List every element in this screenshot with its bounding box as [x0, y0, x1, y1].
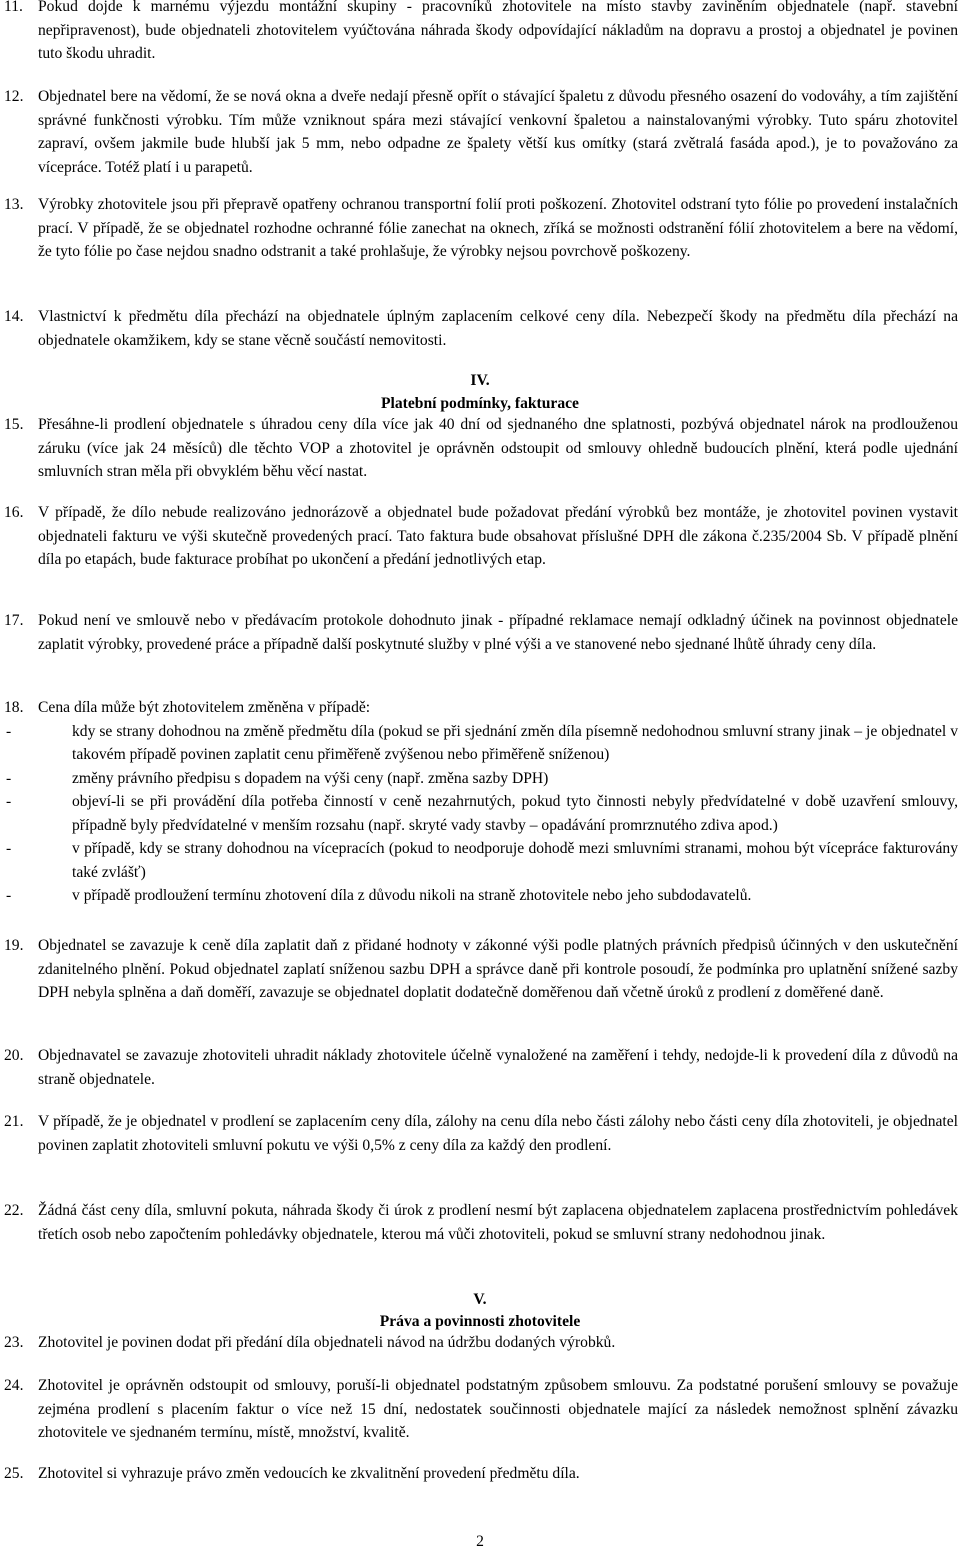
clause-text: Zhotovitel je oprávněn odstoupit od smlouvy, poruší-li objednatel podstatným způsobem smlouvu. Za podstatné porušení smlouvy se považuje zejména prodlení s placením faktur o více než 15 dní, nedostatek součinnosti objednatele mající za následek nemožnost splnění závazku zhotovitele ve sjednaném termínu, místě, množství, kvalitě.	[38, 1377, 958, 1441]
clause-text: Zhotovitel je povinen dodat při předání díla objednateli návod na údržbu dodaných výrobků.	[38, 1334, 616, 1351]
list-item	[6, 790, 958, 837]
clause-15	[0, 413, 958, 484]
clause-number: 13.	[4, 196, 24, 213]
section-v-title: Práva a povinnosti zhotovitele	[379, 1313, 581, 1330]
clause-number: 15.	[4, 416, 24, 433]
clause-number: 18.	[4, 699, 24, 716]
section-iv-roman: IV.	[470, 372, 490, 389]
clause-18	[0, 696, 958, 908]
clause-text: V případě, že dílo nebude realizováno jednorázově a objednatel bude požadovat předání výrobků bez montáže, je zhotovitel povinen vystavit objednateli fakturu ve výši skutečně provedených prací. Tato faktura bude obsahovat příslušné DPH dle zákona č.235/2004 Sb. V případě plnění díla po etapách, bude fakturace probíhat po ukončení a předání jednotlivých etap.	[38, 504, 958, 568]
clause-21	[0, 1110, 958, 1157]
page-number: 2	[476, 1533, 484, 1550]
clause-16	[0, 501, 958, 572]
clause-text: Přesáhne-li prodlení objednatele s úhradou ceny díla více jak 40 dní od sjednaného dne splatnosti, pozbývá objednatel nárok na prodlouženou záruku (více jak 24 měsíců) dle těchto VOP a zhotovitel je oprávněn odstoupit od smlouvy ohledně budoucích plnění, která podle ujednání smluvních stran měla při obvyklém běhu věcí nastat.	[38, 416, 958, 480]
clause-13	[0, 193, 958, 264]
clause-number: 17.	[4, 612, 24, 629]
section-v-roman: V.	[473, 1291, 487, 1308]
clause-12	[0, 85, 958, 179]
clause-text: Objednatel se zavazuje k ceně díla zaplatit daň z přidané hodnoty v zákonné výši podle platných právních předpisů účinných v den uskutečnění zdanitelného plnění. Pokud objednatel zaplatí sníženou sazbu DPH a správce daně při kontrole posoudí, že podmínka pro uplatnění snížené sazby DPH nebyla splněna a daň doměří, zavazuje se objednatel doplatit dodatečně doměřenou daň včetně úroků z prodlení z doměřené daně.	[38, 937, 958, 1001]
clause-number: 16.	[4, 504, 24, 521]
list-dash: -	[6, 769, 12, 787]
clause-text: Žádná část ceny díla, smluvní pokuta, náhrada škody či úrok z prodlení nesmí být zaplacena objednatelem zaplacena prostřednictvím pohledávek třetích osob nebo započtením pohledávky objednatele, kterou má vůči zhotoviteli, pokud se smluvní strany nedohodnou jinak.	[38, 1202, 958, 1243]
clause-text: Pokud dojde k marnému výjezdu montážní skupiny - pracovníků zhotovitele na místo stavby zaviněním objednatele (např. stavební nepřipravenost), bude objednateli zhotovitelem vyúčtována náhrada škody odpovídající nákladům na dopravu a prostoj a objednatel je povinen tuto škodu uhradit.	[38, 0, 958, 62]
clause-22	[0, 1199, 958, 1246]
list-item	[6, 837, 958, 884]
clause-text: Pokud není ve smlouvě nebo v předávacím protokole dohodnuto jinak - případné reklamace nemají odkladný účinek na povinnost objednatele zaplatit výrobky, provedené práce a případně další poskytnuté služby v plné výši a ve stanovené nebo sjednané lhůtě úhrady ceny díla.	[38, 612, 958, 653]
section-iv-title: Platební podmínky, fakturace	[381, 395, 579, 412]
list-dash: -	[6, 722, 12, 740]
list-item-text: v případě, kdy se strany dohodnou na vícepracích (pokud to neodporuje dohodě mezi smluvními stranami, mohou být vícepráce fakturovány také zvlášť)	[72, 840, 958, 881]
clause-number: 20.	[4, 1047, 24, 1064]
clause-text: Cena díla může být zhotovitelem změněna v případě:	[38, 699, 371, 716]
clause-18-list	[6, 720, 958, 908]
clause-text: Zhotovitel si vyhrazuje právo změn vedoucích ke zkvalitnění provedení předmětu díla.	[38, 1465, 580, 1482]
clause-text: Objednavatel se zavazuje zhotoviteli uhradit náklady zhotovitele účelně vynaložené na zaměření i tehdy, nedojde-li k provedení díla z důvodů na straně objednatele.	[38, 1047, 958, 1088]
clause-25	[0, 1462, 958, 1486]
clause-number: 23.	[4, 1334, 24, 1351]
clause-number: 14.	[4, 308, 24, 325]
clause-number: 24.	[4, 1377, 24, 1394]
clause-text: V případě, že je objednatel v prodlení se zaplacením ceny díla, zálohy na cenu díla nebo části zálohy nebo části ceny díla zhotoviteli, je objednatel povinen zaplatit zhotoviteli smluvní pokutu ve výši 0,5% z ceny díla za každý den prodlení.	[38, 1113, 958, 1154]
clause-23	[0, 1331, 958, 1355]
clause-number: 25.	[4, 1465, 24, 1482]
list-item-text: kdy se strany dohodnou na změně předmětu díla (pokud se při sjednání změn díla písemně nedohodnou smluvní strany jinak – je objednatel v takovém případě povinen zaplatit cenu přiměřeně zvýšenou nebo přiměřeně sníženou)	[72, 722, 958, 763]
clause-text: Výrobky zhotovitele jsou při přepravě opatřeny ochranou transportní folií proti poškození. Zhotovitel odstraní tyto fólie po provedení instalačních prací. V případě, že se objednatel rozhodne ochranné fólie zanechat na oknech, zříká se možnosti odstranění fólií zhotovitelem a bere na vědomí, že tyto fólie po čase nejdou snadno odstranit a také prohlašuje, že výrobky nejsou povrchově poškozeny.	[38, 196, 958, 260]
list-dash: -	[6, 840, 12, 857]
clause-11	[0, 0, 958, 66]
clause-text: Vlastnictví k předmětu díla přechází na objednatele úplným zaplacením celkové ceny díla. Nebezpečí škody na předmětu díla přechází na objednatele okamžikem, kdy se stane věcně součástí nemovitosti.	[38, 308, 958, 349]
clause-19	[0, 934, 958, 1005]
list-item	[6, 884, 958, 908]
list-item-text: objeví-li se při provádění díla potřeba činností v ceně nezahrnutých, pokud tyto činnosti nebyly předvídatelné v době uzavření smlouvy, případně byly předvídatelné v menším rozsahu (např. skryté vady stavby – opadávání promrznutého zdiva apod.)	[72, 793, 958, 834]
list-item	[6, 767, 958, 791]
clause-20	[0, 1044, 958, 1091]
clause-17	[0, 609, 958, 656]
clause-14	[0, 305, 958, 352]
clause-number: 19.	[4, 937, 24, 954]
list-item	[6, 720, 958, 767]
clause-24	[0, 1374, 958, 1445]
list-dash: -	[6, 887, 12, 904]
clause-number: 21.	[4, 1113, 24, 1130]
clause-number: 22.	[4, 1202, 24, 1219]
list-item-text: změny právního předpisu s dopadem na výši ceny (např. změna sazby DPH)	[72, 769, 549, 787]
clause-number: 12.	[4, 88, 24, 105]
clause-number: 11.	[4, 0, 23, 15]
clause-text: Objednatel bere na vědomí, že se nová okna a dveře nedají přesně opřít o stávající špaletu z důvodu přesného osazení do vodováhy, a tím zajištění správné funkčnosti výrobku. Tím může vzniknout spára mezi stávající venkovní špaletou a nainstalovanými výrobky. Tuto spáru zhotovitel zapraví, ovšem jakmile bude hlubší jak 5 mm, nebo odpadne ze špalety větší kus omítky (stará zvětralá fasáda apod.), je to považováno za vícepráce. Totéž platí i u parapetů.	[38, 88, 958, 176]
list-dash: -	[6, 793, 12, 810]
list-item-text: v případě prodloužení termínu zhotovení díla z důvodu nikoli na straně zhotovitele nebo jeho subdodavatelů.	[72, 887, 752, 904]
